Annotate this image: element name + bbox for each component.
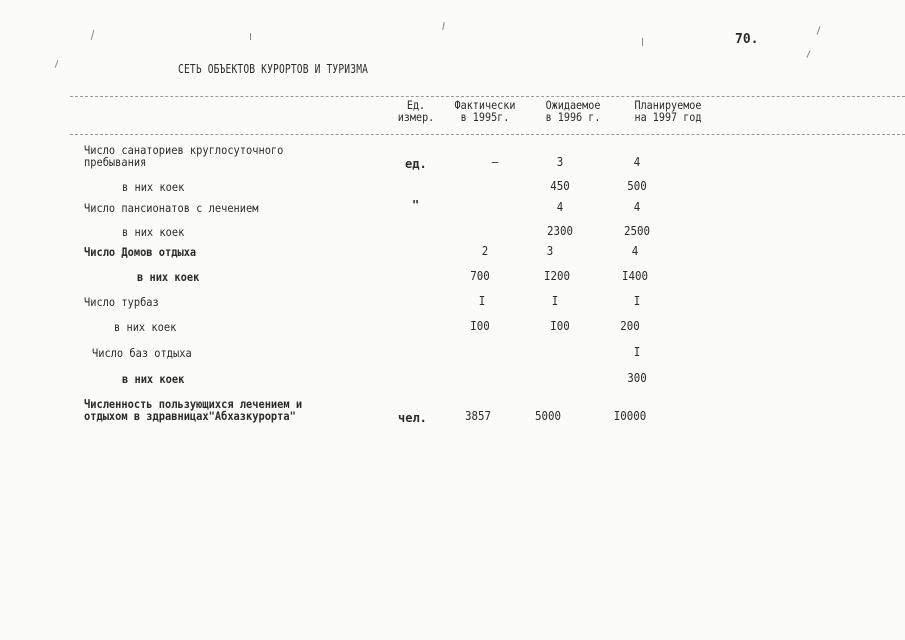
cell-actual: I00 (470, 319, 490, 333)
row-label: Число турбаз (84, 295, 159, 309)
row-label: в них коек (122, 225, 185, 239)
scan-mark (250, 33, 251, 40)
scan-mark (806, 50, 810, 58)
row-unit: чел. (398, 411, 427, 425)
row-label: Численность пользующихся лечением и отдыхом в здравницах"Абхазкурорта" (84, 397, 303, 423)
cell-planned: 300 (627, 371, 647, 385)
column-header-planned: Планируемое на 1997 год (634, 98, 702, 124)
cell-planned: 2500 (623, 224, 651, 238)
row-label: в них коек (114, 320, 177, 334)
row-unit: ед. (405, 157, 427, 171)
cell-expected: 3 (546, 244, 554, 258)
cell-actual: 3857 (464, 409, 492, 423)
cell-expected: 3 (556, 155, 564, 169)
header-top-rule (70, 96, 905, 97)
cell-planned: 4 (633, 200, 641, 214)
row-label: Число пансионатов с лечением (84, 201, 259, 215)
header-bottom-rule (70, 134, 905, 135)
cell-expected: I (551, 294, 559, 308)
cell-planned: I0000 (613, 409, 647, 423)
cell-planned: I (633, 294, 641, 308)
cell-planned: 4 (631, 244, 639, 258)
row-label: Число санаториев круглосуточного пребывания (84, 143, 284, 169)
cell-planned: 200 (620, 319, 640, 333)
scan-mark (55, 60, 59, 68)
row-unit: " (412, 198, 420, 212)
column-header-unit: Ед. измер. (397, 98, 435, 124)
cell-expected: 450 (550, 179, 570, 193)
scan-mark (442, 22, 444, 30)
cell-actual: 700 (470, 269, 490, 283)
column-header-actual: Фактически в 1995г. (454, 98, 516, 124)
cell-expected: I200 (543, 269, 571, 283)
scan-mark (642, 38, 643, 46)
cell-actual: – (491, 155, 499, 169)
cell-planned: I400 (621, 269, 649, 283)
cell-expected: 5000 (534, 409, 562, 423)
cell-expected: I00 (550, 319, 570, 333)
cell-expected: 2300 (546, 224, 574, 238)
row-label: Число баз отдыха (92, 346, 192, 360)
cell-expected: 4 (556, 200, 564, 214)
cell-actual: I (478, 294, 486, 308)
scan-mark (91, 30, 95, 40)
cell-planned: I (633, 345, 641, 359)
row-label: в них коек (137, 270, 200, 284)
cell-planned: 4 (633, 155, 641, 169)
cell-actual: 2 (481, 244, 489, 258)
row-label: в них коек (122, 180, 185, 194)
column-header-expected: Ожидаемое в 1996 г. (545, 98, 601, 124)
scan-mark (816, 26, 820, 35)
cell-planned: 500 (627, 179, 647, 193)
page-title: СЕТЬ ОБЪЕКТОВ КУРОРТОВ И ТУРИЗМА (178, 62, 369, 76)
page-number: 70. (735, 32, 759, 47)
row-label: Число Домов отдыха (84, 245, 197, 259)
row-label: в них коек (122, 372, 185, 386)
